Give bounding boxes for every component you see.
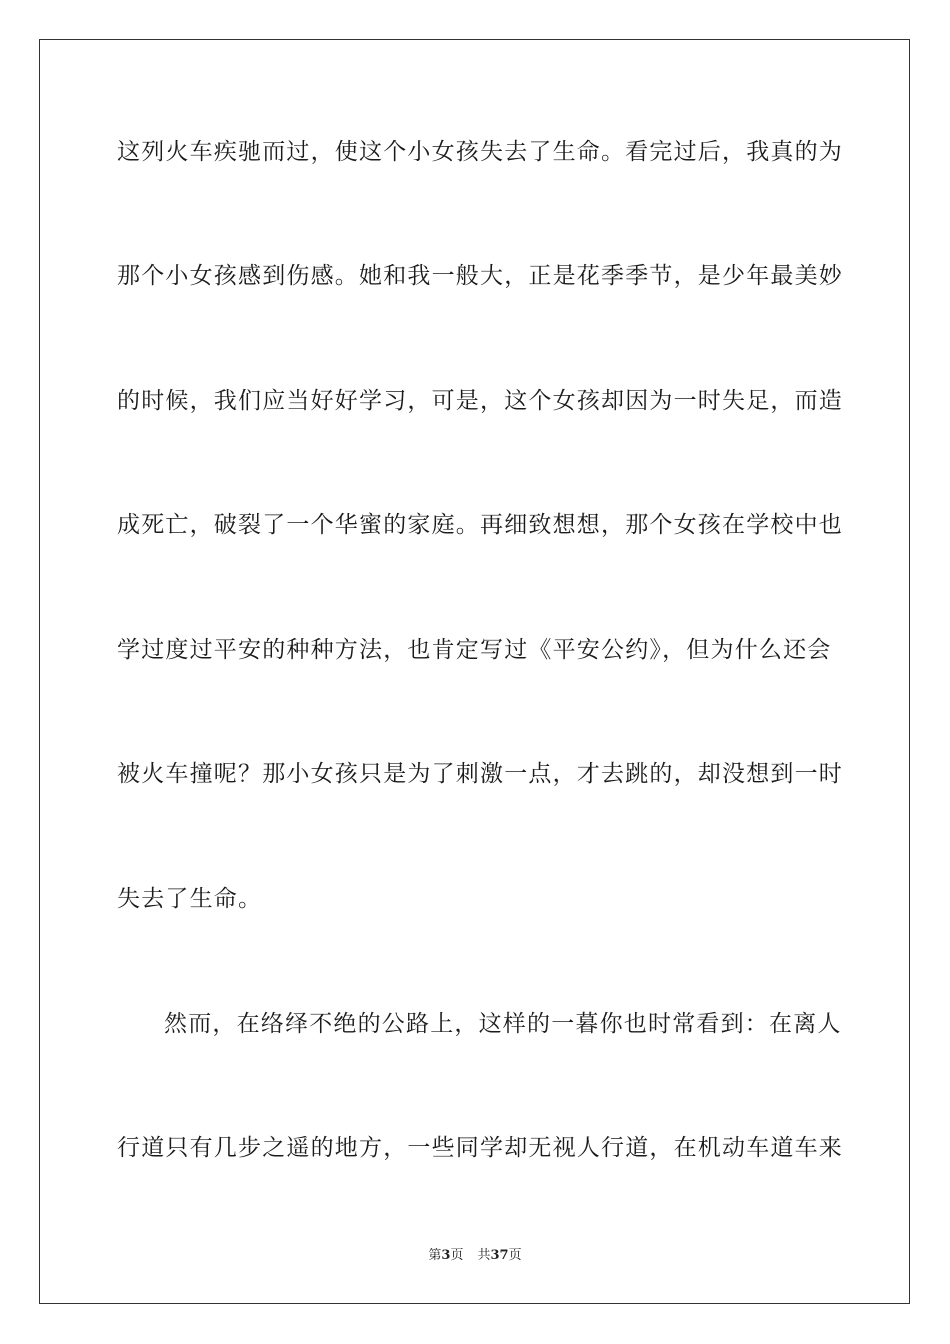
text-line-8-paragraph-start: 然而，在络绎不绝的公路上，这样的一暮你也时常看到：在离人 xyxy=(164,1011,842,1037)
text-line-4: 成死亡，破裂了一个华蜜的家庭。再细致想想，那个女孩在学校中也 xyxy=(117,512,843,538)
page-border xyxy=(39,39,910,1304)
text-line-5: 学过度过平安的种种方法，也肯定写过《平安公约》，但为什么还会 xyxy=(117,637,832,663)
text-line-6: 被火车撞呢？那小女孩只是为了刺激一点，才去跳的，却没想到一时 xyxy=(117,761,843,787)
text-line-2: 那个小女孩感到伤感。她和我一般大，正是花季季节，是少年最美妙 xyxy=(117,263,843,289)
text-line-7: 失去了生命。 xyxy=(117,886,263,912)
total-pages: 37 xyxy=(490,1248,509,1263)
text-line-1: 这列火车疾驰而过，使这个小女孩失去了生命。看完过后，我真的为 xyxy=(117,139,843,165)
total-suffix: 页 xyxy=(508,1248,522,1263)
page-number: 3 xyxy=(441,1248,451,1263)
text-line-3: 的时候，我们应当好好学习，可是，这个女孩却因为一时失足，而造 xyxy=(117,388,843,414)
text-line-9: 行道只有几步之遥的地方，一些同学却无视人行道，在机动车道车来 xyxy=(117,1135,843,1161)
page-footer xyxy=(0,1246,950,1266)
page-suffix: 页 xyxy=(450,1248,464,1263)
page-prefix: 第 xyxy=(428,1248,442,1263)
total-prefix: 共 xyxy=(477,1248,491,1263)
